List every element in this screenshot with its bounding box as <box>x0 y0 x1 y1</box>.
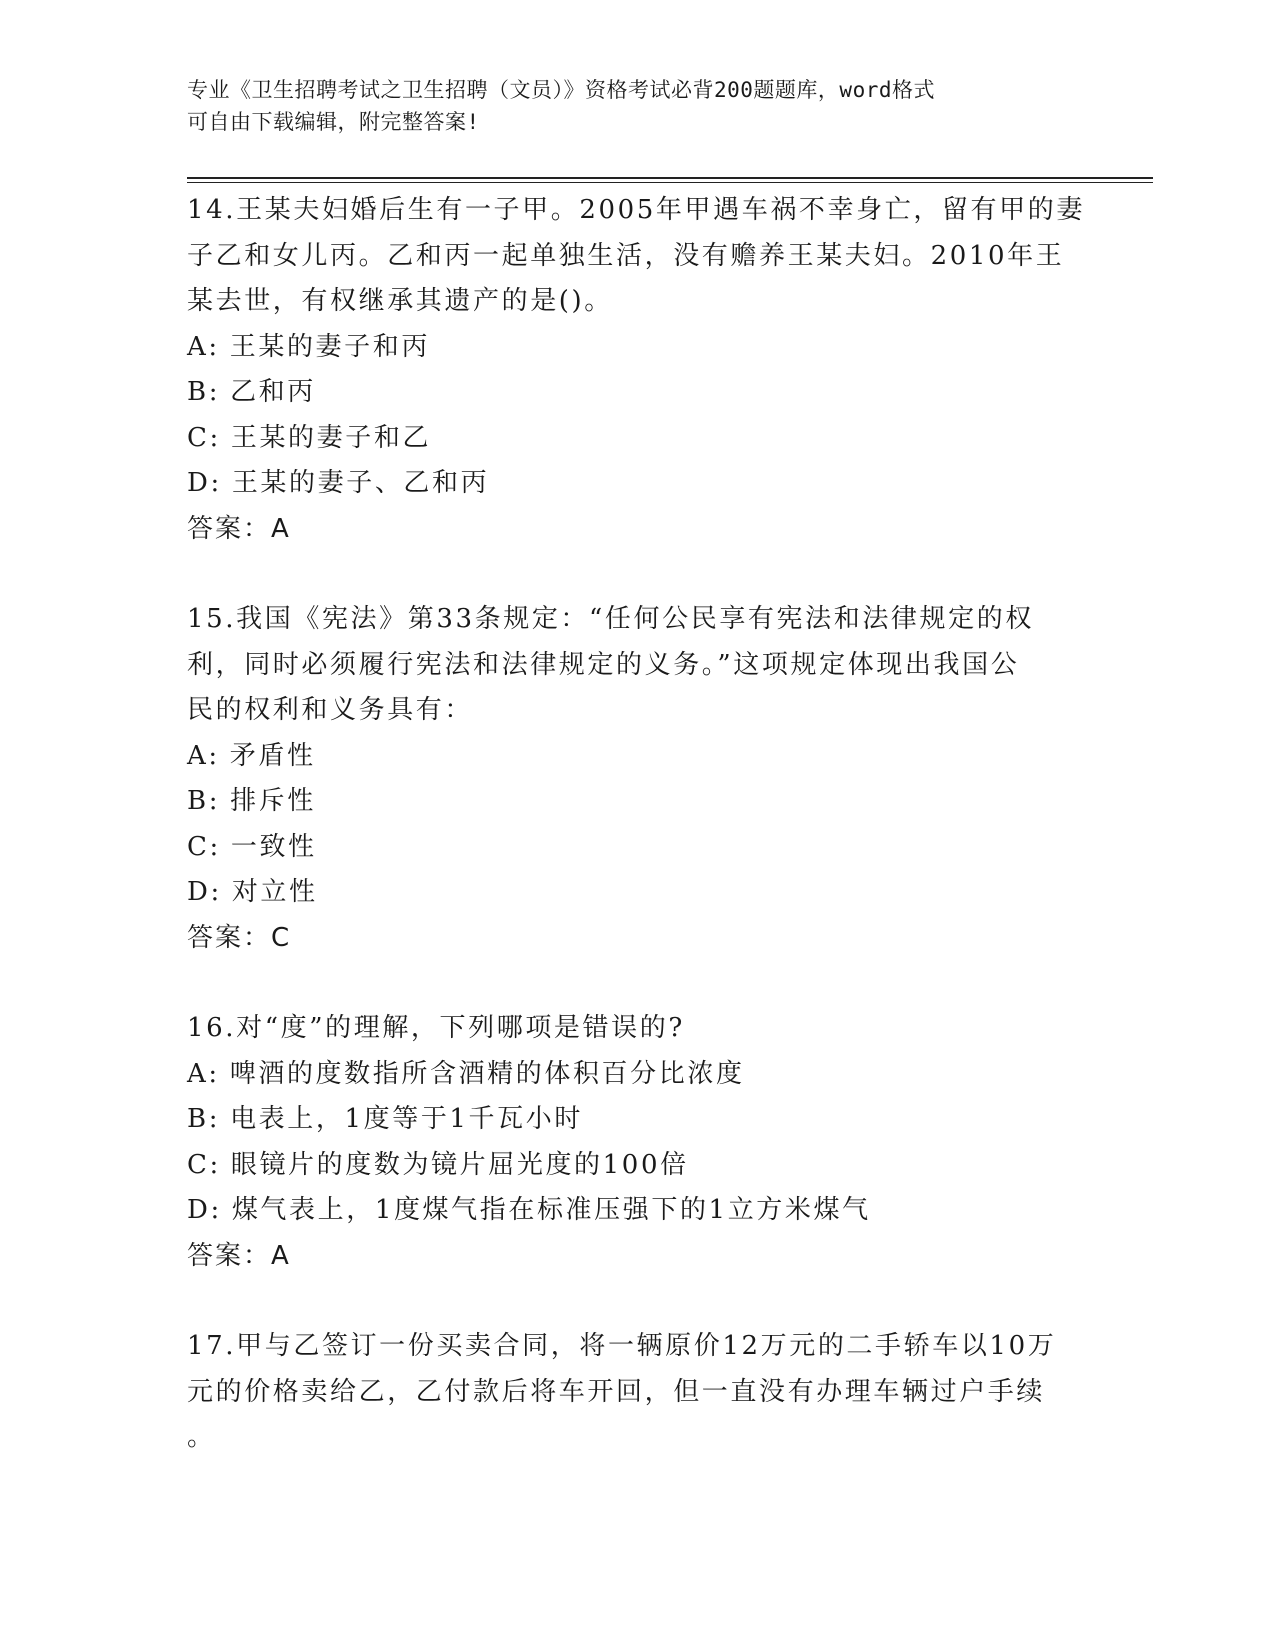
question-text-line: 某去世，有权继承其遗产的是()。 <box>187 286 613 316</box>
question-text-line: 子乙和女儿丙。乙和丙一起单独生活，没有赡养王某夫妇。2010年王 <box>187 240 1065 271</box>
option-c <box>187 825 1087 871</box>
question-17 <box>187 1324 1087 1461</box>
option-a <box>187 1052 1087 1098</box>
option-text: 眼镜片的度数为镜片屈光度的100倍 <box>230 1149 689 1180</box>
option-letter: D: <box>187 1195 222 1225</box>
option-letter: B: <box>187 1104 221 1134</box>
question-text-line: 元的价格卖给乙，乙付款后将车开回，但一直没有办理车辆过户手续 <box>187 1376 1046 1407</box>
option-letter: A: <box>187 740 220 771</box>
answer-line: 答案：C <box>187 922 292 953</box>
option-letter: A: <box>187 1058 220 1089</box>
question-14 <box>187 188 1087 552</box>
option-letter: A: <box>187 331 220 362</box>
option-letter: D: <box>187 468 222 498</box>
option-text: 王某的妻子、乙和丙 <box>231 468 490 498</box>
question-text-line: 。 <box>187 1422 216 1452</box>
option-b <box>187 779 1087 825</box>
option-text: 一致性 <box>230 831 317 862</box>
question-list <box>187 188 1087 1506</box>
question-text-line: 15.我国《宪法》第33条规定：“任何公民享有宪法和法律规定的权 <box>187 604 1034 634</box>
question-text-line: 14.王某夫妇婚后生有一子甲。2005年甲遇车祸不幸身亡，留有甲的妻 <box>187 195 1085 225</box>
option-text: 电表上，1度等于1千瓦小时 <box>230 1104 583 1134</box>
question-text-line: 16.对“度”的理解，下列哪项是错误的? <box>187 1013 685 1043</box>
option-c <box>187 416 1087 462</box>
option-letter: D: <box>187 877 222 907</box>
question-text-line: 利，同时必须履行宪法和法律规定的义务。”这项规定体现出我国公 <box>187 649 1020 680</box>
question-15 <box>187 597 1087 961</box>
option-letter: C: <box>187 1149 221 1180</box>
option-text: 对立性 <box>231 877 318 907</box>
option-d <box>187 461 1087 507</box>
question-text-line: 民的权利和义务具有： <box>187 695 474 725</box>
option-b <box>187 1097 1087 1143</box>
option-text: 乙和丙 <box>230 377 316 407</box>
option-text: 排斥性 <box>230 786 316 816</box>
header-line-1: 专业《卫生招聘考试之卫生招聘（文员）》资格考试必背200题题库，word格式 <box>187 78 935 102</box>
document-header <box>187 74 1067 138</box>
option-text: 王某的妻子和乙 <box>230 422 432 453</box>
option-text: 啤酒的度数指所含酒精的体积百分比浓度 <box>229 1058 745 1089</box>
question-16 <box>187 1006 1087 1279</box>
option-d <box>187 1188 1087 1234</box>
header-line-2: 可自由下载编辑，附完整答案! <box>187 110 480 134</box>
option-d <box>187 870 1087 916</box>
answer-line: 答案：A <box>187 1240 291 1271</box>
answer-line: 答案：A <box>187 513 291 544</box>
option-text: 矛盾性 <box>229 740 316 771</box>
question-text-line: 17.甲与乙签订一份买卖合同，将一辆原价12万元的二手轿车以10万 <box>187 1331 1057 1361</box>
option-b <box>187 370 1087 416</box>
header-divider-thin <box>187 182 1153 183</box>
header-divider-thick <box>187 177 1153 179</box>
option-c <box>187 1143 1087 1189</box>
option-text: 王某的妻子和丙 <box>229 331 430 362</box>
option-letter: B: <box>187 786 221 816</box>
option-letter: B: <box>187 377 221 407</box>
option-a <box>187 734 1087 780</box>
option-letter: C: <box>187 422 221 453</box>
option-a <box>187 325 1087 371</box>
option-letter: C: <box>187 831 221 862</box>
option-text: 煤气表上，1度煤气指在标准压强下的1立方米煤气 <box>231 1195 871 1225</box>
